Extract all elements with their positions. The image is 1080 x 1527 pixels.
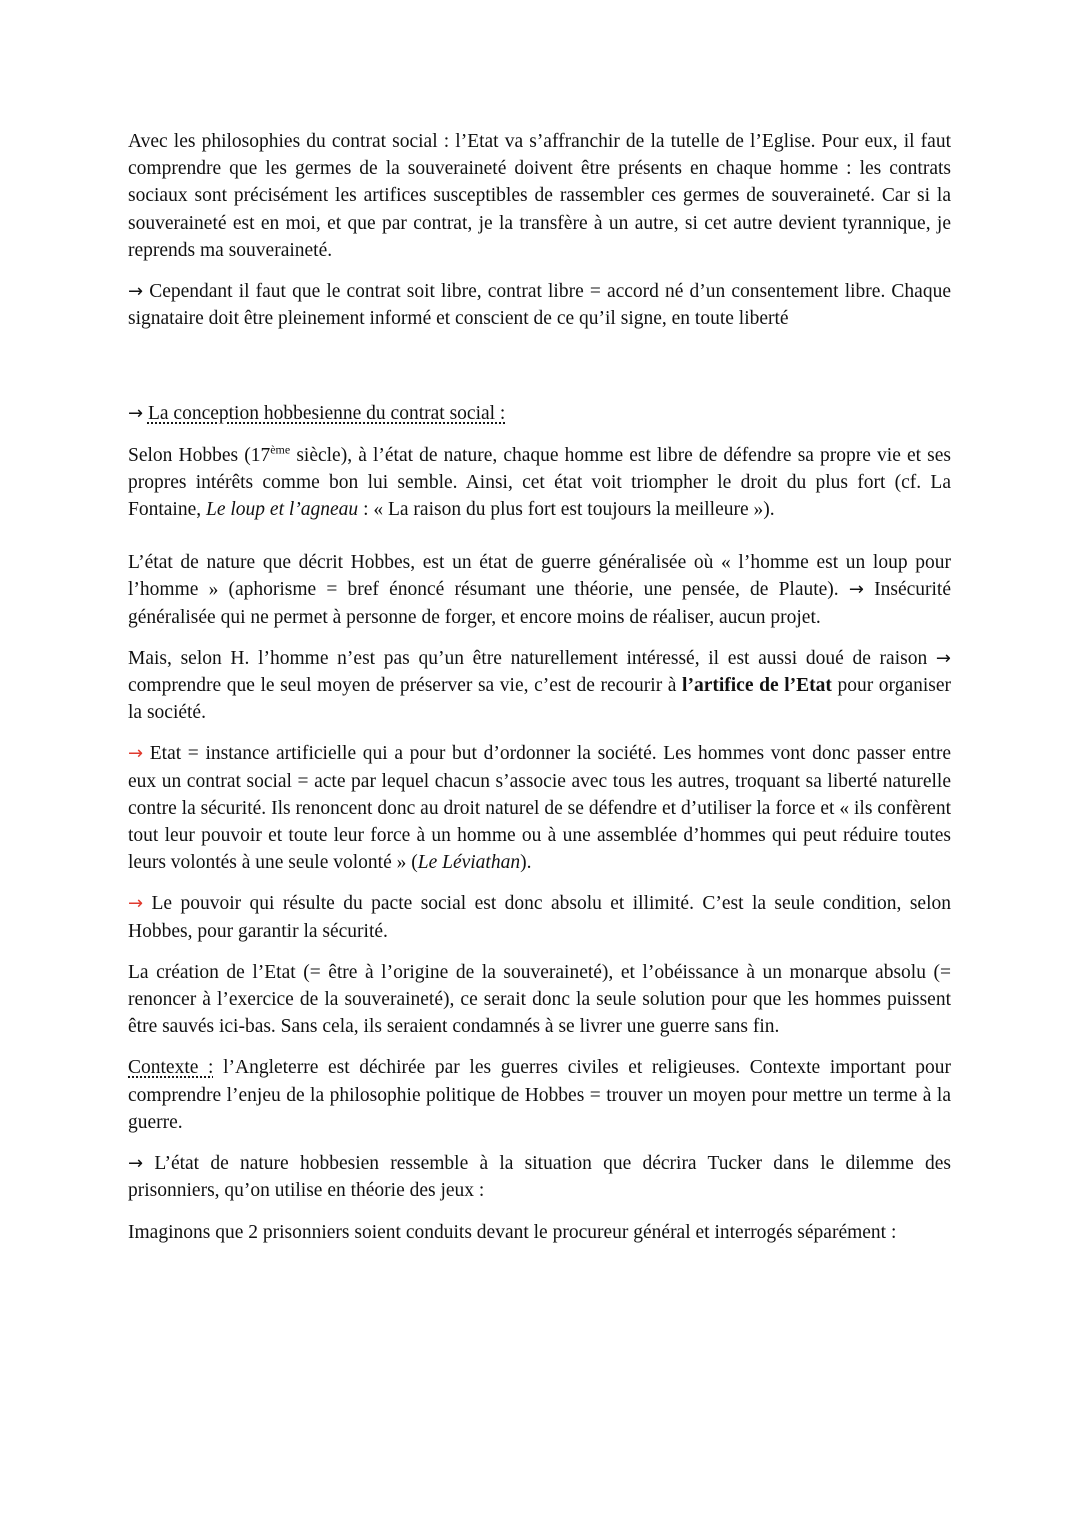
text-segment: Etat = instance artificielle qui a pour but d’ordonner la société. Les hommes vont donc passer entre eux un contrat social = acte par lequel chacun s’associe avec tous les autres, troquant sa liberté naturelle contre la sécurité. Ils renoncent donc au droit naturel de se défendre et d’utiliser la force et « ils confèrent tout leur pouvoir et toute leur force à un homme ou à une assemblée d’hommes qui peut réduire toutes leurs volontés à une seule volonté » ( — [128, 743, 952, 874]
bold-term: l’artifice de l’Etat — [682, 675, 832, 697]
text-segment: L’état de nature hobbesien ressemble à la situation que décrira Tucker dans le dilemme des prisonniers, qu’on utilise en théorie des jeux : — [128, 1153, 952, 1202]
text-segment: l’Angleterre est déchirée par les guerres civiles et religieuses. Contexte important pour comprendre l’enjeu de la philosophie politique de Hobbes = trouver un moyen pour mettre un terme à la guerre. — [128, 1057, 952, 1133]
arrow-icon: → — [128, 1153, 144, 1175]
text-segment: siècle), à l’état de nature, chaque homme est libre de défendre sa propre vie et ses propres intérêts comme bon lui semble. Ainsi, cet état voit triompher le droit du plus fort (cf. La Fontaine, — [128, 444, 951, 521]
paragraph-war-state — [128, 549, 951, 631]
text-segment: : « La raison du plus fort est toujours la meilleure »). — [358, 499, 775, 521]
arrow-icon: → — [935, 647, 951, 669]
paragraph-state-definition — [128, 740, 951, 876]
text-segment: Insécurité généralisée qui ne permet à personne de forger, et encore moins de réaliser, aucun projet. — [128, 579, 951, 628]
arrow-icon: → — [128, 403, 144, 425]
paragraph-absolute-power — [128, 890, 951, 944]
paragraph-context — [128, 1054, 951, 1136]
text-segment: comprendre que le seul moyen de préserver sa vie, c’est de recourir à — [128, 675, 683, 697]
paragraph-state-of-nature — [128, 442, 951, 524]
free-contract-text: Cependant il faut que le contrat soit libre, contrat libre = accord né d’un consentement libre. Chaque signataire doit être pleinement informé et conscient de ce qu’il signe, en toute liberté — [128, 281, 951, 330]
work-title: Le loup et l’agneau — [206, 499, 359, 521]
section-heading-text: La conception hobbesienne du contrat social : — [147, 403, 506, 425]
red-arrow-icon: → — [128, 743, 144, 765]
paragraph-reason — [128, 645, 951, 727]
context-label: Contexte : — [128, 1057, 214, 1079]
section-heading — [128, 400, 951, 427]
paragraph-intro: Avec les philosophies du contrat social : l’Etat va s’affranchir de la tutelle de l’Eglise. Pour eux, il faut comprendre que les germes de la souveraineté doivent être présents en chaque homme : les contrats sociaux sont précisément les artifices susceptibles de rassembler ces germes de souveraineté. Car si la souveraineté est en moi, et que par contrat, je la transfère à un autre, si cet autre devient tyrannique, je reprends ma souveraineté. — [128, 131, 951, 261]
text-segment: pour organiser la société. — [128, 675, 951, 724]
document-page — [128, 128, 951, 1246]
paragraph-prisoners-dilemma — [128, 1150, 951, 1204]
paragraph-imagine: Imaginons que 2 prisonniers soient conduits devant le procureur général et interrogés séparément : — [128, 1221, 897, 1243]
text-segment: ). — [520, 852, 532, 874]
superscript: ème — [270, 442, 291, 457]
text-segment: L’état de nature que décrit Hobbes, est un état de guerre généralisée où « l’homme est un loup pour l’homme » (aphorisme = bref énoncé résumant une théorie, une pensée, de Plaute). — [128, 552, 951, 601]
arrow-icon: → — [128, 281, 144, 303]
text-segment: Le pouvoir qui résulte du pacte social est donc absolu et illimité. C’est la seule condition, selon Hobbes, pour garantir la sécurité. — [128, 893, 951, 942]
text-segment: Mais, selon H. l’homme n’est pas qu’un être naturellement intéressé, il est aussi doué de raison — [128, 647, 936, 669]
arrow-icon: → — [848, 579, 864, 601]
paragraph-state-creation: La création de l’Etat (= être à l’origine de la souveraineté), et l’obéissance à un monarque absolu (= renoncer à l’exercice de la souveraineté), ce serait donc la seule solution pour que les hommes puissent être sauvés ici-bas. Sans cela, ils seraient condamnés à se livrer une guerre sans fin. — [128, 961, 951, 1038]
work-title: Le Léviathan — [417, 852, 521, 874]
red-arrow-icon: → — [128, 893, 144, 915]
paragraph-free-contract — [128, 278, 951, 332]
text-segment: Selon Hobbes (17 — [128, 444, 271, 466]
